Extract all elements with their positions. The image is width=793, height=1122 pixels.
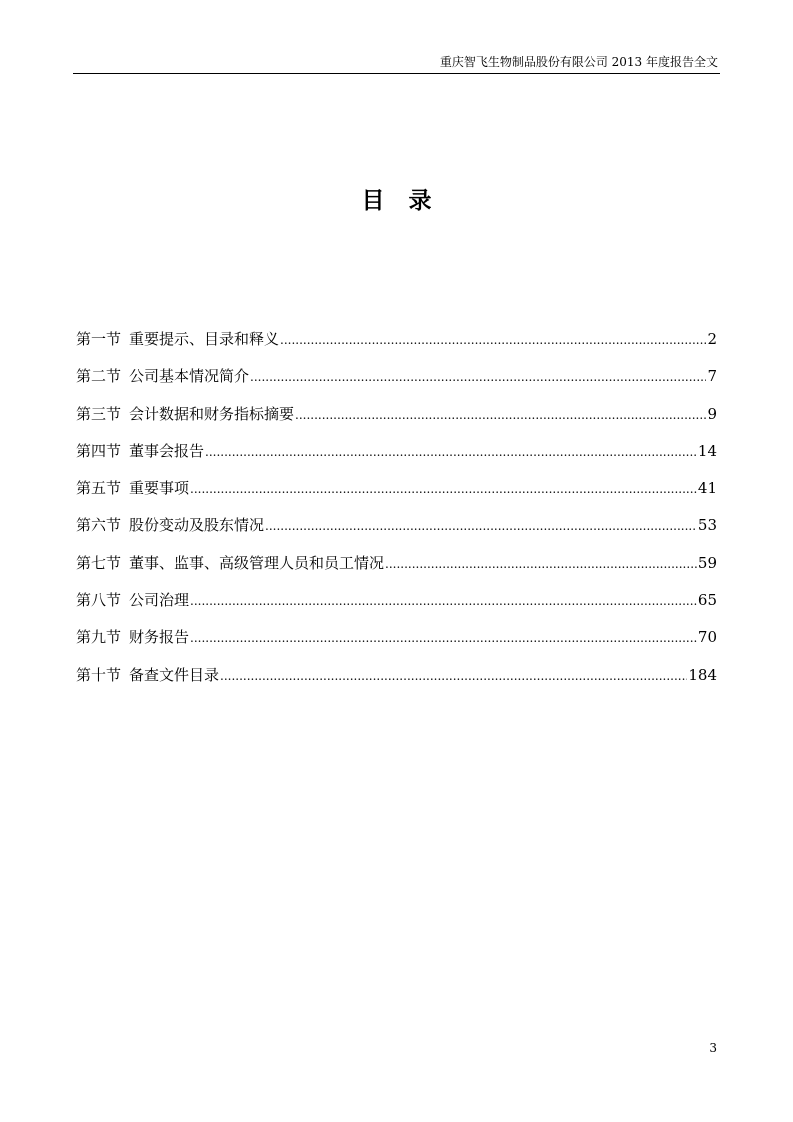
toc-entry-section-4[interactable]	[76, 439, 717, 476]
toc-page-number: 2	[707, 330, 717, 348]
toc-page-number: 7	[707, 367, 717, 386]
toc-page-number: 14	[697, 441, 717, 460]
toc-section-title: 备查文件目录	[129, 665, 220, 684]
toc-section-number: 第四节	[76, 441, 122, 460]
toc-section-number: 第二节	[76, 367, 122, 386]
toc-page-number: 41	[697, 479, 717, 498]
toc-dot-leader	[385, 552, 697, 576]
toc-section-title: 重要事项	[129, 479, 190, 498]
toc-entry-section-7[interactable]	[76, 551, 717, 588]
toc-section-title: 财务报告	[129, 628, 190, 647]
toc-dot-leader	[190, 626, 697, 650]
toc-section-number: 第五节	[76, 479, 122, 498]
toc-section-title: 股份变动及股东情况	[129, 516, 265, 535]
toc-section-title: 重要提示、目录和释义	[129, 330, 280, 348]
toc-page-number: 59	[697, 553, 717, 572]
toc-section-title: 公司基本情况简介	[129, 367, 250, 386]
toc-page-number: 184	[688, 665, 717, 684]
table-of-contents	[76, 327, 717, 700]
toc-section-title: 公司治理	[129, 591, 190, 610]
toc-entry-section-1[interactable]	[76, 327, 717, 364]
toc-section-number: 第一节	[76, 330, 122, 348]
toc-section-number: 第九节	[76, 628, 122, 647]
toc-section-number: 第十节	[76, 665, 122, 684]
toc-page-number: 70	[697, 628, 717, 647]
toc-section-title: 会计数据和财务指标摘要	[129, 404, 295, 423]
toc-dot-leader	[190, 477, 697, 501]
toc-entry-section-6[interactable]	[76, 513, 717, 550]
toc-dot-leader	[265, 514, 697, 538]
toc-dot-leader	[205, 440, 697, 464]
toc-page-number: 53	[697, 516, 717, 535]
toc-section-number: 第八节	[76, 591, 122, 610]
page-title: 目 录	[361, 187, 432, 214]
toc-dot-leader	[220, 664, 687, 688]
running-header: 重庆智飞生物制品股份有限公司 2013 年度报告全文	[439, 55, 718, 69]
toc-entry-section-3[interactable]	[76, 402, 717, 439]
toc-dot-leader	[280, 328, 706, 352]
toc-page-number: 65	[697, 591, 717, 610]
page-number: 3	[709, 1041, 717, 1055]
toc-section-title: 董事、监事、高级管理人员和员工情况	[129, 553, 385, 572]
toc-section-number: 第七节	[76, 553, 122, 572]
toc-section-title: 董事会报告	[129, 441, 205, 460]
toc-section-number: 第三节	[76, 404, 122, 423]
header-divider	[73, 73, 720, 74]
toc-dot-leader	[295, 403, 706, 427]
toc-page-number: 9	[707, 404, 717, 423]
toc-entry-section-5[interactable]	[76, 476, 717, 513]
toc-dot-leader	[250, 365, 706, 389]
toc-entry-section-2[interactable]	[76, 364, 717, 401]
toc-section-number: 第六节	[76, 516, 122, 535]
toc-dot-leader	[190, 589, 697, 613]
toc-entry-section-9[interactable]	[76, 625, 717, 662]
toc-entry-section-8[interactable]	[76, 588, 717, 625]
toc-entry-section-10[interactable]	[76, 663, 717, 700]
